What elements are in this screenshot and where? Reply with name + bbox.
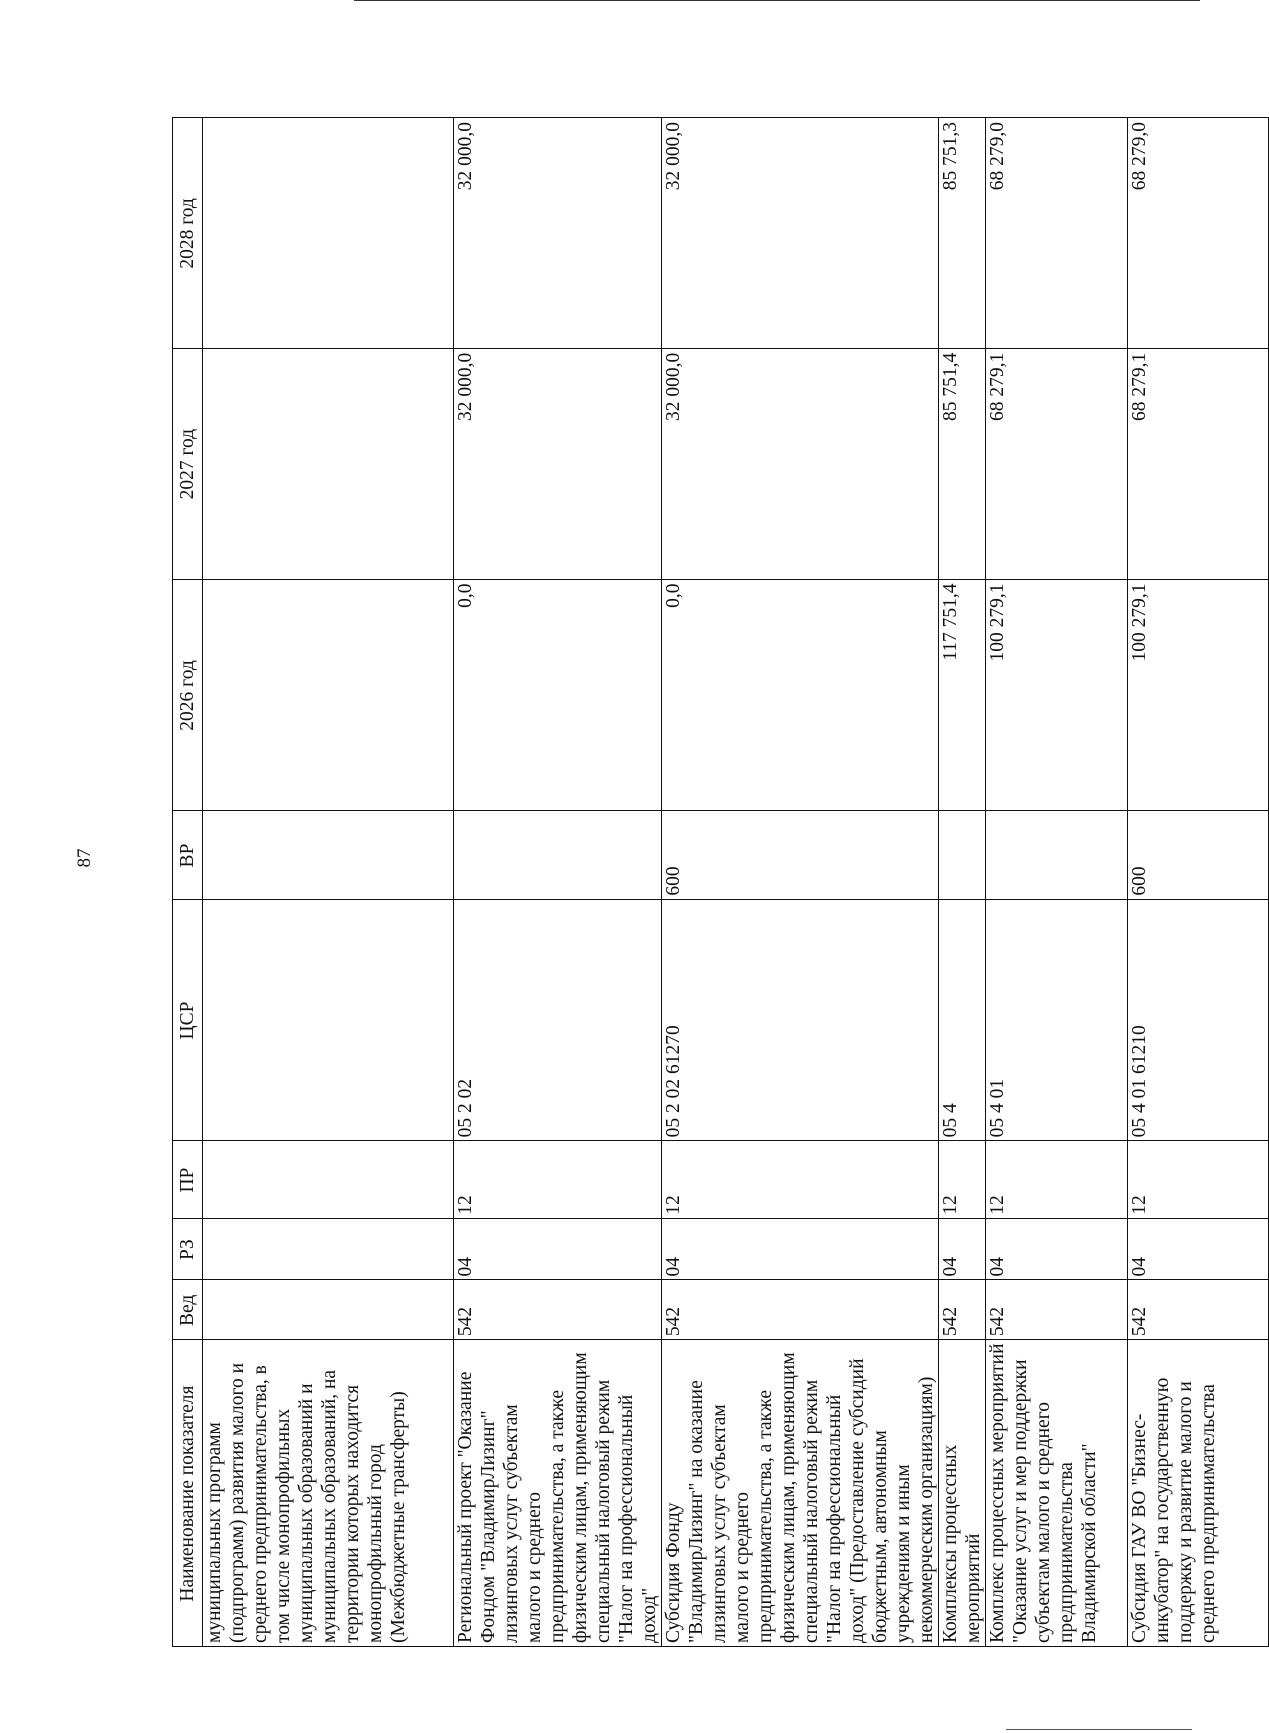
cell-csr: 05 2 02 61270 bbox=[662, 899, 939, 1141]
cell-csr: 05 4 01 61210 bbox=[1128, 899, 1269, 1141]
cell-ved: 542 bbox=[662, 1280, 939, 1340]
cell-2026 bbox=[203, 579, 454, 811]
table-header-row bbox=[173, 118, 203, 1647]
cell-vr bbox=[986, 811, 1128, 899]
page-number: 87 bbox=[74, 848, 95, 868]
cell-rz bbox=[203, 1218, 454, 1280]
header-vr: ВР bbox=[173, 811, 203, 899]
cell-2026: 100 279,1 bbox=[986, 579, 1128, 811]
cell-name: Субсидия ГАУ ВО "Бизнес-инкубатор" на государственную поддержку и развитие малого и среднего предпринимательства bbox=[1128, 1340, 1269, 1647]
table-row bbox=[939, 118, 986, 1647]
table-row bbox=[454, 118, 662, 1647]
header-2028: 2028 год bbox=[173, 118, 203, 349]
header-pr: ПР bbox=[173, 1141, 203, 1218]
cell-2026: 117 751,4 bbox=[939, 579, 986, 811]
cell-ved: 542 bbox=[1128, 1280, 1269, 1340]
header-2026: 2026 год bbox=[173, 579, 203, 811]
cell-name: муниципальных программ (подпрограмм) развития малого и среднего предпринимательства, в том числе монопрофильных муниципальных образований и муниципальных образований, на территории которых находится монопрофильный город (Межбюджетные трансферты) bbox=[203, 1340, 454, 1647]
cell-pr: 12 bbox=[1128, 1141, 1269, 1218]
cell-pr: 12 bbox=[662, 1141, 939, 1218]
table-row bbox=[203, 118, 454, 1647]
cell-2028: 32 000,0 bbox=[662, 118, 939, 349]
cell-2028: 68 279,0 bbox=[986, 118, 1128, 349]
cell-pr: 12 bbox=[939, 1141, 986, 1218]
cell-pr: 12 bbox=[986, 1141, 1128, 1218]
cell-2027: 32 000,0 bbox=[662, 348, 939, 579]
cell-2027 bbox=[203, 348, 454, 579]
cell-2027: 68 279,1 bbox=[1128, 348, 1269, 579]
table-row bbox=[986, 118, 1128, 1647]
cell-vr: 600 bbox=[662, 811, 939, 899]
header-csr: ЦСР bbox=[173, 899, 203, 1141]
cell-vr bbox=[454, 811, 662, 899]
header-name: Наименование показателя bbox=[173, 1340, 203, 1647]
cell-ved: 542 bbox=[939, 1280, 986, 1340]
cell-pr: 12 bbox=[454, 1141, 662, 1218]
cell-2027: 85 751,4 bbox=[939, 348, 986, 579]
cell-2027: 32 000,0 bbox=[454, 348, 662, 579]
cell-rz: 04 bbox=[939, 1218, 986, 1280]
rotated-page-area bbox=[172, 117, 1219, 1647]
cell-2026: 100 279,1 bbox=[1128, 579, 1269, 811]
cell-ved: 542 bbox=[986, 1280, 1128, 1340]
cell-ved bbox=[203, 1280, 454, 1340]
cell-csr: 05 4 01 bbox=[986, 899, 1128, 1141]
cell-rz: 04 bbox=[986, 1218, 1128, 1280]
header-2027: 2027 год bbox=[173, 348, 203, 579]
cell-csr: 05 2 02 bbox=[454, 899, 662, 1141]
cell-name: Субсидия Фонду "ВладимирЛизинг" на оказание лизинговых услуг субъектам малого и среднего предпринимательства, а также физическим лицам, применяющим специальный налоговый режим "Налог на профессиональный доход" (Предоставление субсидий бюджетным, автономным учреждениям и иным некоммерческим организациям) bbox=[662, 1340, 939, 1647]
cell-name: Региональный проект "Оказание Фондом "ВладимирЛизинг" лизинговых услуг субъектам малого и среднего предпринимательства, а также физическим лицам, применяющим специальный налоговый режим "Налог на профессиональный доход" bbox=[454, 1340, 662, 1647]
table-frame bbox=[172, 117, 1219, 1647]
cell-2028: 85 751,3 bbox=[939, 118, 986, 349]
cell-ved: 542 bbox=[454, 1280, 662, 1340]
cell-2026: 0,0 bbox=[454, 579, 662, 811]
header-rz: РЗ bbox=[173, 1218, 203, 1280]
cell-csr bbox=[203, 899, 454, 1141]
cell-pr bbox=[203, 1141, 454, 1218]
budget-table bbox=[172, 117, 1269, 1647]
table-row bbox=[662, 118, 939, 1647]
cell-2027: 68 279,1 bbox=[986, 348, 1128, 579]
cell-vr: 600 bbox=[1128, 811, 1269, 899]
header-ved: Вед bbox=[173, 1280, 203, 1340]
cell-2028: 32 000,0 bbox=[454, 118, 662, 349]
cell-2028 bbox=[203, 118, 454, 349]
cell-name: Комплексы процессных мероприятий bbox=[939, 1340, 986, 1647]
cell-rz: 04 bbox=[662, 1218, 939, 1280]
cell-rz: 04 bbox=[454, 1218, 662, 1280]
cell-csr: 05 4 bbox=[939, 899, 986, 1141]
cell-vr bbox=[939, 811, 986, 899]
cell-vr bbox=[203, 811, 454, 899]
table-row bbox=[1128, 118, 1269, 1647]
cell-2026: 0,0 bbox=[662, 579, 939, 811]
page-top-edge bbox=[354, 0, 1200, 1]
page-bottom-edge bbox=[1006, 1729, 1192, 1730]
cell-name: Комплекс процессных мероприятий "Оказание услуг и мер поддержки субъектам малого и среднего предпринимательства Владимирской области" bbox=[986, 1340, 1128, 1647]
cell-rz: 04 bbox=[1128, 1218, 1269, 1280]
cell-2028: 68 279,0 bbox=[1128, 118, 1269, 349]
